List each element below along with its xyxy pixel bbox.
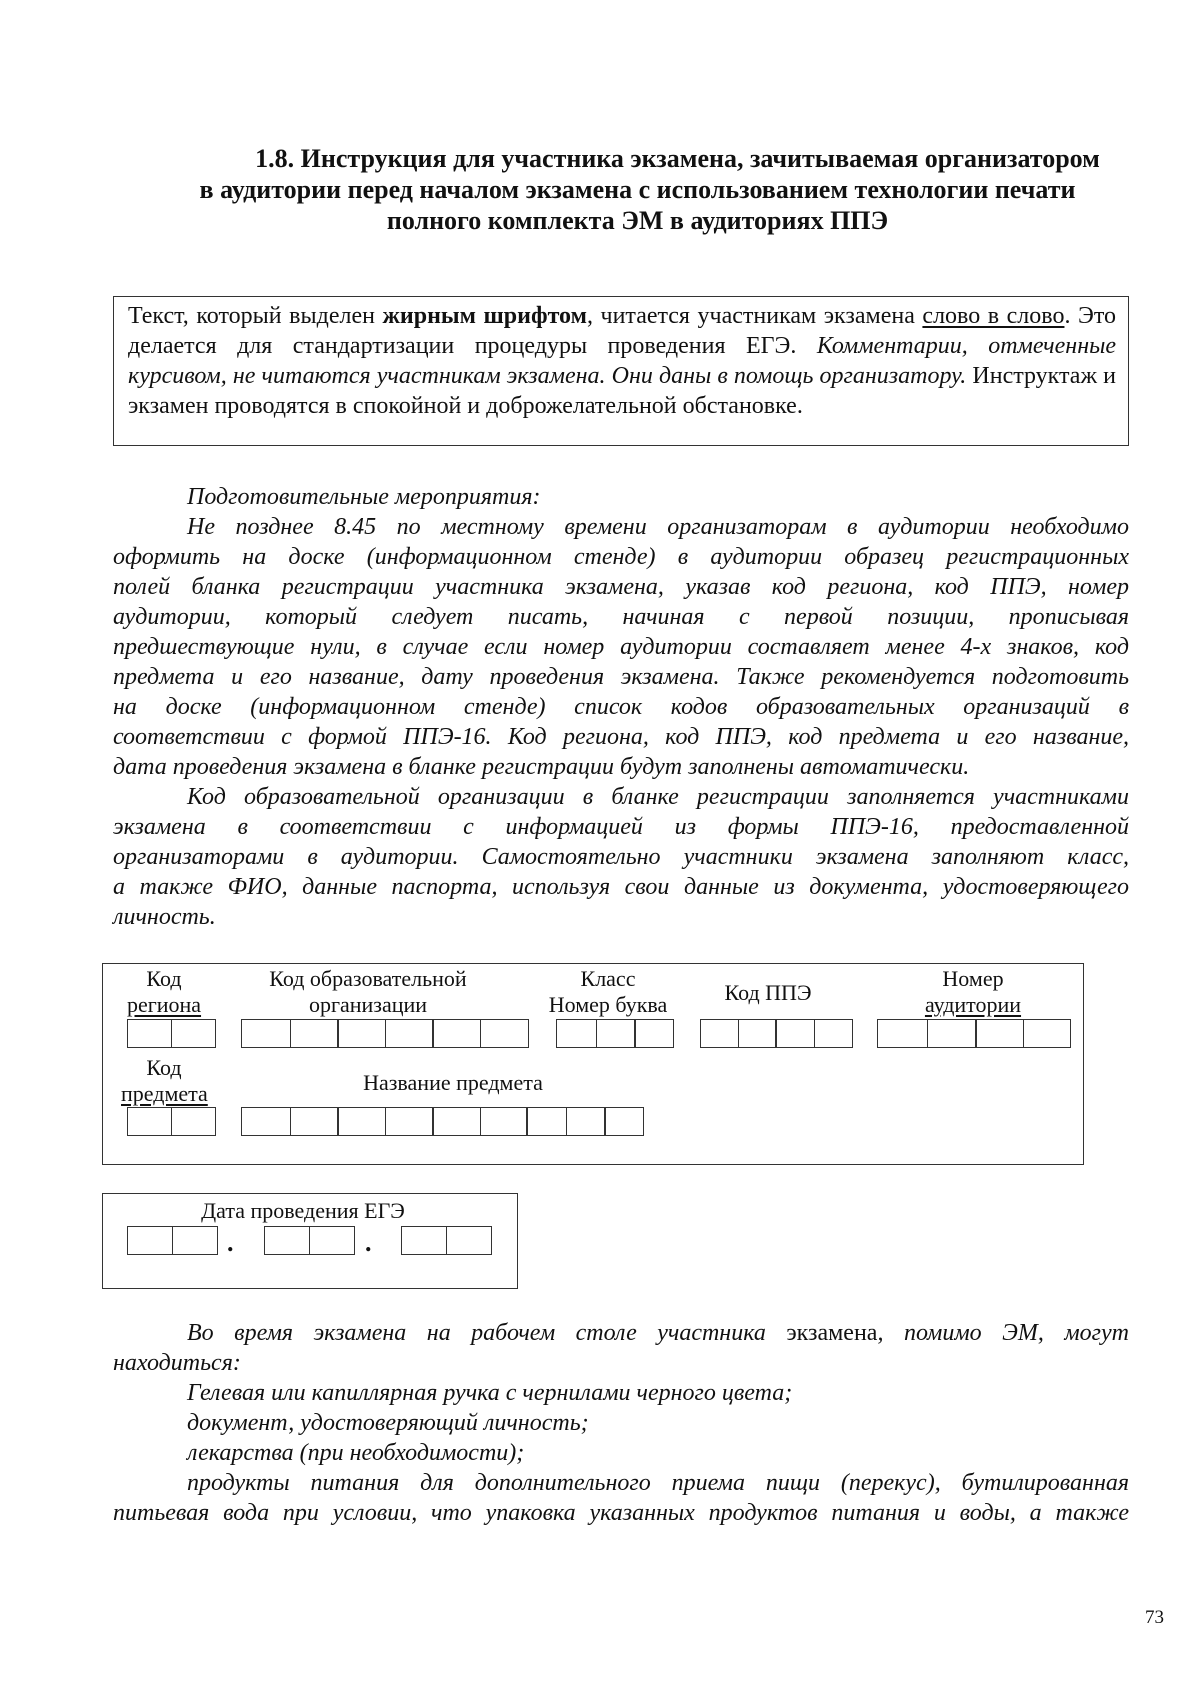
note-underline: слово в слово [922, 303, 1065, 329]
prep-p1-line: предшествующие нули, в случае если номер аудитории составляет менее 4-х знаков, код [113, 634, 1129, 660]
prep-p1-line: соответствии с формой ППЭ-16. Код региона, код ППЭ, код предмета и его название, [113, 724, 1129, 750]
prep-title: Подготовительные мероприятия: [187, 484, 541, 510]
exam-date-label: Дата проведения ЕГЭ [201, 1198, 405, 1223]
ppe-code-cells [700, 1019, 853, 1048]
note-text [128, 301, 1116, 421]
prep-p2-line: Код образовательной организации в бланке регистрации заполняется участниками [187, 784, 1129, 810]
allowed-item-cont: питьевая вода при условии, что упаковка указанных продуктов питания и воды, а также [113, 1500, 1129, 1526]
section-heading [140, 143, 1135, 236]
note-italic: Комментарии, отмеченные курсивом, не читаются участникам экзамена. Они даны в помощь организатору. [128, 333, 1117, 389]
prep-p1-line: предмета и его название, дату проведения экзамена. Также рекомендуется подготовить [113, 664, 1129, 690]
prep-p2-line: организаторами в аудитории. Самостоятельно участники экзамена заполняют класс, [113, 844, 1129, 870]
allowed-item: документ, удостоверяющий личность; [187, 1410, 589, 1436]
prep-p2-line: личность. [113, 904, 216, 930]
heading-line-2: в аудитории перед началом экзамена с использованием технологии печати [199, 175, 1076, 204]
page-number: 73 [1145, 1607, 1164, 1628]
subject-code-label: Код предмета [121, 1055, 208, 1106]
prep-p1-line: на доске (информационном стенде) список кодов образовательных организаций в [113, 694, 1129, 720]
prep-p1-line: Не позднее 8.45 по местному времени организаторам в аудитории необходимо [187, 514, 1129, 540]
exam-date-box [102, 1193, 518, 1289]
date-separator: . [227, 1228, 234, 1257]
note-text-7: Инструктаж и экзамен проводятся в спокойной и доброжелательной обстановке. [128, 363, 1116, 419]
class-label: Класс Номер буква [548, 966, 668, 1017]
auditorium-number-cells [877, 1019, 1071, 1048]
during-exam-section [113, 1318, 1129, 1528]
note-box [113, 296, 1129, 446]
during-line-2: находиться: [113, 1350, 241, 1376]
region-code-cells [127, 1019, 216, 1048]
note-text-5: . Это делается для стандартизации процедуры проведения ЕГЭ. [128, 303, 1117, 359]
day-cells [127, 1226, 218, 1255]
region-code-label: Код региона [126, 966, 202, 1017]
prep-p1-line: дата проведения экзамена в бланке регистрации будут заполнены автоматически. [113, 754, 970, 780]
subject-name-label: Название предмета [363, 1070, 543, 1095]
date-separator: . [365, 1228, 372, 1257]
year-cells [401, 1226, 492, 1255]
org-code-cells [241, 1019, 529, 1048]
prep-p2-line: а также ФИО, данные паспорта, используя свои данные из документа, удостоверяющего [113, 874, 1129, 900]
note-bold: жирным шрифтом [382, 303, 587, 329]
heading-line-3: полного комплекта ЭМ в аудиториях ППЭ [386, 206, 889, 235]
allowed-item: лекарства (при необходимости); [187, 1440, 525, 1466]
org-code-label: Код образовательной организации [269, 966, 467, 1017]
note-text-3: , читается участникам экзамена [586, 303, 923, 329]
allowed-item: продукты питания для дополнительного приема пищи (перекус), бутилированная [187, 1470, 1129, 1496]
subject-code-cells [127, 1107, 216, 1136]
prep-p1-line: полей бланка регистрации участника экзамена, указав код региона, код ППЭ, номер [113, 574, 1129, 600]
prep-p2-line: экзамена в соответствии с информацией из формы ППЭ-16, предоставленной [113, 814, 1129, 840]
ppe-code-label: Код ППЭ [724, 980, 812, 1005]
month-cells [264, 1226, 355, 1255]
prep-section [113, 482, 1129, 932]
auditorium-number-label: Номер аудитории [924, 966, 1022, 1017]
allowed-item: Гелевая или капиллярная ручка с чернилами черного цвета; [187, 1380, 793, 1406]
note-text-1: Текст, который выделен [128, 303, 383, 329]
prep-p1-line: аудитории, который следует писать, начиная с первой позиции, прописывая [113, 604, 1129, 630]
registration-form-sample [102, 963, 1084, 1165]
class-cells [556, 1019, 674, 1048]
prep-p1-line: оформить на доске (информационном стенде) в аудитории образец регистрационных [113, 544, 1129, 570]
during-line-1: Во время экзамена на рабочем столе участника экзамена, помимо ЭМ, могут [187, 1320, 1130, 1346]
subject-name-cells [241, 1107, 644, 1136]
heading-line-1: 1.8. Инструкция для участника экзамена, зачитываемая организатором [255, 144, 1100, 173]
